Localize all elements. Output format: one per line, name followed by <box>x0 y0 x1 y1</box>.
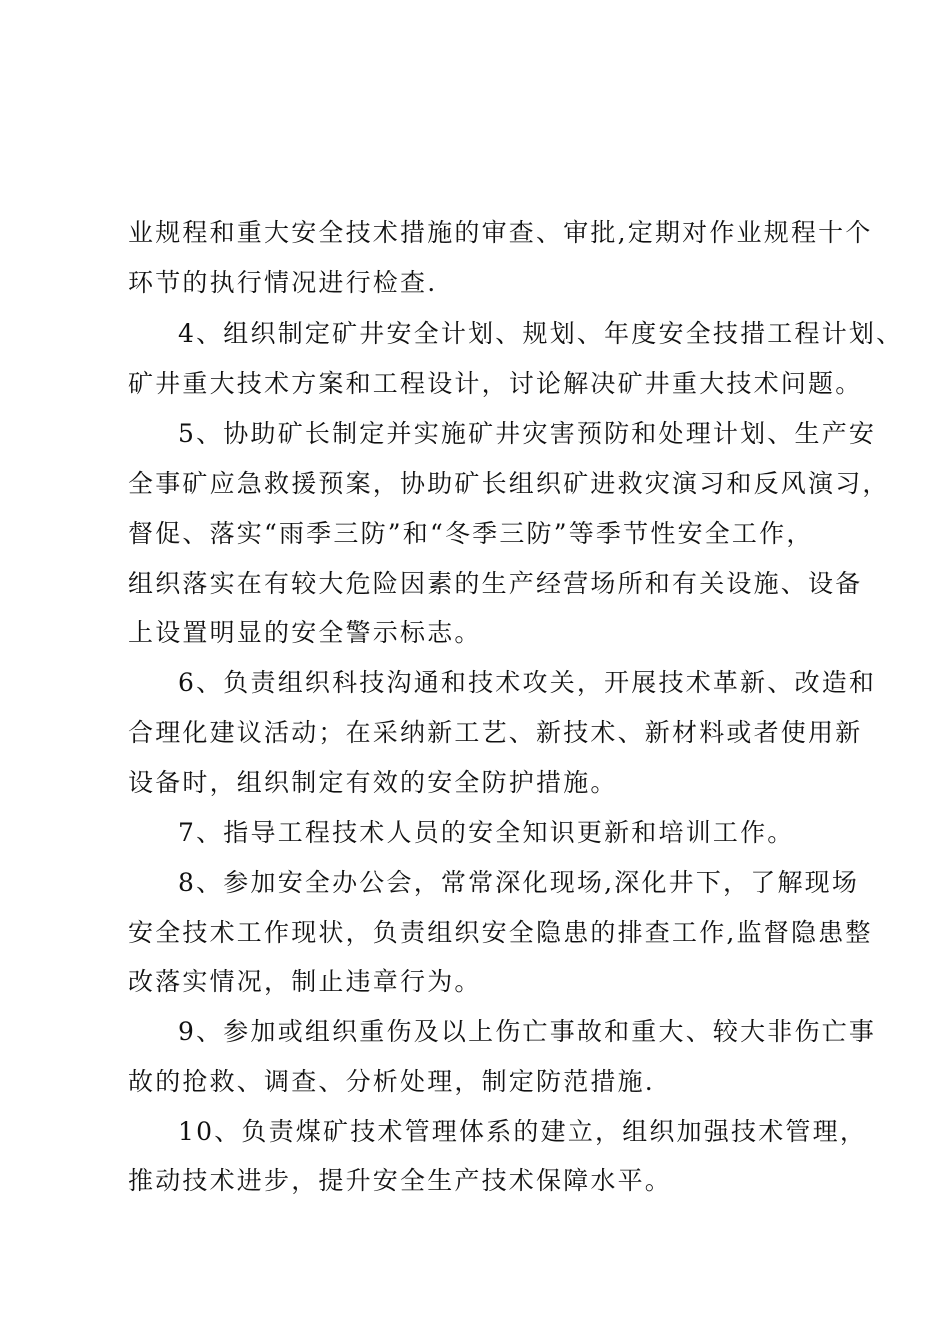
paragraph-9-line: 9、参加或组织重伤及以上伤亡事故和重大、较大非伤亡事 <box>178 1017 877 1046</box>
paragraph-10-line: 10、负责煤矿技术管理体系的建立，组织加强技术管理， <box>178 1117 868 1146</box>
paragraph-8-line: 8、参加安全办公会，常常深化现场,深化井下，了解现场 <box>178 868 860 897</box>
text-line: 组织落实在有较大危险因素的生产经营场所和有关设施、设备 <box>128 569 863 598</box>
paragraph-5-line: 5、协助矿长制定并实施矿井灾害预防和处理计划、生产安 <box>178 419 877 448</box>
text-line: 全事矿应急救援预案，协助矿长组织矿进救灾演习和反风演习， <box>128 469 890 498</box>
text-line: 推动技术进步，提升安全生产技术保障水平。 <box>128 1166 673 1195</box>
paragraph-4-line: 4、组织制定矿井安全计划、规划、年度安全技措工程计划、 <box>178 319 904 348</box>
text-line: 改落实情况，制止违章行为。 <box>128 967 482 996</box>
text-line: 业规程和重大安全技术措施的审查、审批,定期对作业规程十个 <box>128 218 873 247</box>
paragraph-7-line: 7、指导工程技术人员的安全知识更新和培训工作。 <box>178 818 795 847</box>
text-line: 上设置明显的安全警示标志。 <box>128 618 482 647</box>
text-line: 故的抢救、调查、分析处理，制定防范措施. <box>128 1067 655 1096</box>
text-line: 安全技术工作现状，负责组织安全隐患的排查工作,监督隐患整 <box>128 918 873 947</box>
paragraph-6-line: 6、负责组织科技沟通和技术攻关，开展技术革新、改造和 <box>178 668 877 697</box>
text-line: 合理化建议活动；在采纳新工艺、新技术、新材料或者使用新 <box>128 718 863 747</box>
text-line: 督促、落实“雨季三防”和“冬季三防”等季节性安全工作， <box>128 519 814 548</box>
text-line: 设备时，组织制定有效的安全防护措施。 <box>128 768 618 797</box>
text-line: 环节的执行情况进行检查. <box>128 268 438 297</box>
text-line: 矿井重大技术方案和工程设计，讨论解决矿井重大技术问题。 <box>128 369 863 398</box>
